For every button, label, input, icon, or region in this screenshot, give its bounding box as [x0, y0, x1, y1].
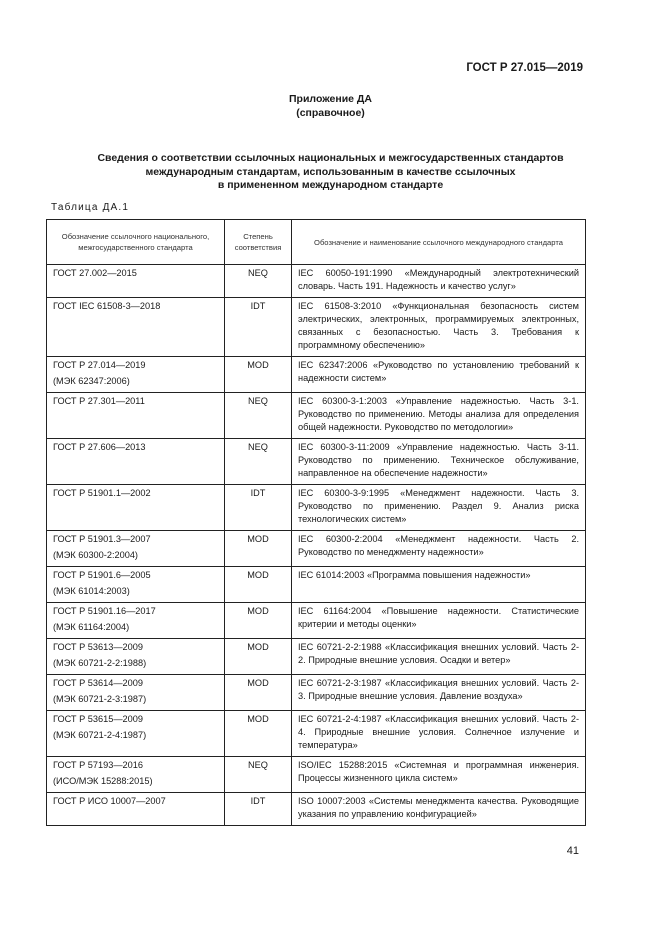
international-standard-cell: IEC 60721-2-2:1988 «Классификация внешних условий. Часть 2-2. Природные внешние условия. Осадки и ветер»	[292, 639, 586, 675]
heading-line: международным стандартам, использованным в качестве ссылочных	[145, 165, 516, 178]
national-standard-code: ГОСТ Р 27.014—2019	[53, 360, 146, 370]
national-standard-code: ГОСТ Р 51901.6—2005	[53, 570, 151, 580]
table-row	[47, 757, 586, 793]
table-row	[47, 603, 586, 639]
international-standard-cell: ISO 10007:2003 «Системы менеджмента качества. Руководящие указания по управлению конфигурацией»	[292, 793, 586, 826]
table-row	[47, 485, 586, 531]
international-standard-cell: IEC 62347:2006 «Руководство по установлению требований к надежности систем»	[292, 357, 586, 393]
degree-cell: MOD	[225, 357, 292, 393]
annex-subtitle: (справочное)	[296, 107, 365, 119]
international-standard-cell: IEC 60721-2-4:1987 «Классификация внешних условий. Часть 2-4. Природные внешние условия. Солнечное излучение и температура»	[292, 711, 586, 757]
national-standard-note: (МЭК 61164:2004)	[53, 622, 130, 632]
table-row	[47, 265, 586, 298]
national-standard-code: ГОСТ Р 27.301—2011	[53, 396, 145, 406]
degree-cell: MOD	[225, 567, 292, 603]
national-standard-code: ГОСТ 27.002—2015	[53, 268, 137, 278]
international-standard-cell: IEC 60300-2:2004 «Менеджмент надежности. Часть 2. Руководство по менеджменту надежности»	[292, 531, 586, 567]
degree-cell: IDT	[225, 793, 292, 826]
international-standard-cell: IEC 60300-3-11:2009 «Управление надежностью. Часть 3-11. Руководство по применению. Техническое обслуживание, направленное на обеспечение надежности»	[292, 439, 586, 485]
national-standard-cell	[47, 485, 225, 531]
degree-cell: NEQ	[225, 439, 292, 485]
table-row	[47, 675, 586, 711]
national-standard-code: ГОСТ Р 53614—2009	[53, 678, 143, 688]
national-standard-code: ГОСТ Р 53613—2009	[53, 642, 143, 652]
degree-cell: MOD	[225, 531, 292, 567]
heading-line: в примененном международном стандарте	[217, 179, 444, 191]
degree-cell: MOD	[225, 603, 292, 639]
degree-cell: NEQ	[225, 265, 292, 298]
national-standard-code: ГОСТ Р 57193—2016	[53, 760, 143, 770]
table-row	[47, 567, 586, 603]
international-standard-cell: IEC 60300-3-9:1995 «Менеджмент надежности. Часть 3. Руководство по применению. Раздел 9. Анализ риска технологических систем»	[292, 485, 586, 531]
table-row	[47, 793, 586, 826]
table-row	[47, 711, 586, 757]
international-standard-cell: IEC 61508-3:2010 «Функциональная безопасность систем электрических, электронных, программируемых электронных, связанных с безопасностью. Часть 3. Требования к программному обеспечению»	[292, 298, 586, 357]
correspondence-table	[46, 219, 586, 826]
national-standard-note: (МЭК 60721-2-3:1987)	[53, 694, 147, 704]
table-body	[47, 265, 586, 826]
column-header-degree: Степень соответствия	[225, 220, 292, 265]
degree-cell: MOD	[225, 675, 292, 711]
table-row	[47, 639, 586, 675]
table-row	[47, 298, 586, 357]
national-standard-cell	[47, 711, 225, 757]
national-standard-cell	[47, 393, 225, 439]
national-standard-code: ГОСТ Р 53615—2009	[53, 714, 143, 724]
national-standard-cell	[47, 757, 225, 793]
table-row	[47, 357, 586, 393]
table-row	[47, 393, 586, 439]
annex-heading	[0, 92, 661, 120]
degree-cell: NEQ	[225, 393, 292, 439]
national-standard-code: ГОСТ Р 51901.3—2007	[53, 534, 151, 544]
international-standard-cell: IEC 60050-191:1990 «Международный электротехнический словарь. Часть 191. Надежность и качество услуг»	[292, 265, 586, 298]
national-standard-note: (ИСО/МЭК 15288:2015)	[53, 776, 153, 786]
national-standard-cell	[47, 357, 225, 393]
national-standard-cell	[47, 531, 225, 567]
national-standard-note: (МЭК 60721-2-2:1988)	[53, 658, 147, 668]
national-standard-code: ГОСТ Р 51901.1—2002	[53, 488, 151, 498]
annex-title: Приложение ДА	[289, 93, 372, 105]
column-header-international: Обозначение и наименование ссылочного международного стандарта	[292, 220, 586, 265]
national-standard-note: (МЭК 60300-2:2004)	[53, 550, 138, 560]
national-standard-code: ГОСТ Р 51901.16—2017	[53, 606, 156, 616]
degree-cell: IDT	[225, 485, 292, 531]
table-caption: Таблица ДА.1	[51, 202, 130, 213]
national-standard-code: ГОСТ Р ИСО 10007—2007	[53, 796, 166, 806]
section-heading	[0, 152, 661, 193]
international-standard-cell: IEC 60721-2-3:1987 «Классификация внешних условий. Часть 2-3. Природные внешние условия. Давление воздуха»	[292, 675, 586, 711]
national-standard-cell	[47, 639, 225, 675]
national-standard-code: ГОСТ IEC 61508-3—2018	[53, 301, 161, 311]
national-standard-note: (МЭК 62347:2006)	[53, 376, 130, 386]
heading-line: Сведения о соответствии ссылочных национальных и межгосударственных стандартов	[97, 152, 564, 164]
national-standard-code: ГОСТ Р 27.606—2013	[53, 442, 146, 452]
table-row	[47, 439, 586, 485]
column-header-national: Обозначение ссылочного национального, межгосударственного стандарта	[47, 220, 225, 265]
national-standard-cell	[47, 298, 225, 357]
table-header-row	[47, 220, 586, 265]
international-standard-cell: IEC 61164:2004 «Повышение надежности. Статистические критерии и методы оценки»	[292, 603, 586, 639]
international-standard-cell: ISO/IEC 15288:2015 «Системная и программная инженерия. Процессы жизненного цикла систем»	[292, 757, 586, 793]
national-standard-cell	[47, 603, 225, 639]
national-standard-note: (МЭК 61014:2003)	[53, 586, 130, 596]
page-number: 41	[566, 845, 579, 857]
national-standard-note: (МЭК 60721-2-4:1987)	[53, 730, 147, 740]
international-standard-cell: IEC 61014:2003 «Программа повышения надежности»	[292, 567, 586, 603]
international-standard-cell: IEC 60300-3-1:2003 «Управление надежностью. Часть 3-1. Руководство по применению. Методы анализа для определения общей надежности. Руководство по методологии»	[292, 393, 586, 439]
degree-cell: IDT	[225, 298, 292, 357]
degree-cell: NEQ	[225, 757, 292, 793]
document-code: ГОСТ Р 27.015—2019	[466, 62, 583, 74]
national-standard-cell	[47, 567, 225, 603]
national-standard-cell	[47, 265, 225, 298]
table-row	[47, 531, 586, 567]
degree-cell: MOD	[225, 639, 292, 675]
national-standard-cell	[47, 793, 225, 826]
national-standard-cell	[47, 675, 225, 711]
national-standard-cell	[47, 439, 225, 485]
degree-cell: MOD	[225, 711, 292, 757]
